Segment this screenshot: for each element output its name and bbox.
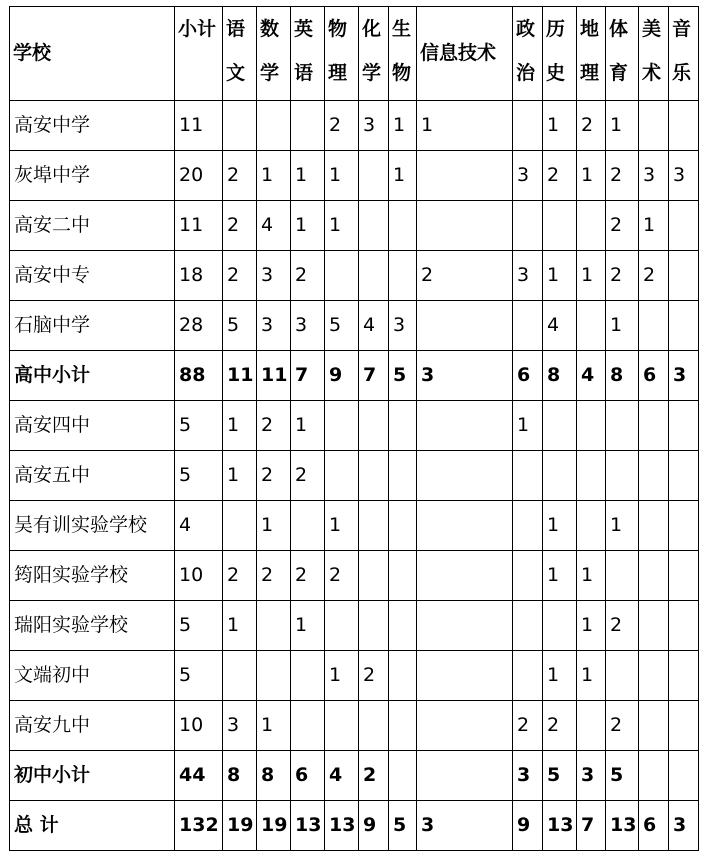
cell-chinese (223, 101, 257, 151)
cell-geography (577, 301, 606, 351)
cell-art (639, 101, 669, 151)
cell-politics (513, 201, 543, 251)
cell-politics: 1 (513, 401, 543, 451)
cell-art (639, 501, 669, 551)
teacher-allocation-table (9, 6, 699, 851)
cell-pe: 2 (606, 601, 639, 651)
cell-physics (325, 401, 359, 451)
cell-physics: 1 (325, 501, 359, 551)
cell-chemistry: 3 (359, 101, 389, 151)
cell-geography: 1 (577, 601, 606, 651)
cell-history: 1 (543, 101, 577, 151)
table-row (10, 451, 699, 501)
cell-english (291, 101, 325, 151)
cell-pe (606, 451, 639, 501)
cell-politics (513, 551, 543, 601)
table-row (10, 301, 699, 351)
cell-biology (389, 601, 417, 651)
cell-math (257, 101, 291, 151)
cell-history: 1 (543, 551, 577, 601)
cell-biology: 1 (389, 151, 417, 201)
cell-pe: 2 (606, 151, 639, 201)
cell-english (291, 651, 325, 701)
cell-physics: 2 (325, 551, 359, 601)
cell-art (639, 701, 669, 751)
cell-art: 1 (639, 201, 669, 251)
cell-politics (513, 651, 543, 701)
cell-chemistry (359, 251, 389, 301)
cell-subtotal: 5 (175, 451, 223, 501)
cell-chemistry (359, 451, 389, 501)
cell-it: 3 (417, 351, 513, 401)
cell-physics (325, 601, 359, 651)
cell-school: 石脑中学 (10, 301, 175, 351)
cell-biology: 1 (389, 101, 417, 151)
cell-it (417, 601, 513, 651)
cell-music (669, 401, 699, 451)
cell-pe: 5 (606, 751, 639, 801)
cell-school: 高安中专 (10, 251, 175, 301)
cell-art (639, 451, 669, 501)
cell-chemistry: 2 (359, 751, 389, 801)
cell-biology (389, 751, 417, 801)
cell-it: 2 (417, 251, 513, 301)
cell-school: 初中小计 (10, 751, 175, 801)
header-subtotal: 小计 (175, 7, 223, 101)
cell-biology (389, 201, 417, 251)
cell-geography: 3 (577, 751, 606, 801)
cell-chemistry (359, 551, 389, 601)
cell-music (669, 701, 699, 751)
cell-chinese: 2 (223, 201, 257, 251)
cell-it: 1 (417, 101, 513, 151)
cell-math: 2 (257, 551, 291, 601)
cell-pe: 8 (606, 351, 639, 401)
cell-geography: 1 (577, 551, 606, 601)
cell-pe: 2 (606, 701, 639, 751)
cell-math (257, 651, 291, 701)
cell-math: 11 (257, 351, 291, 401)
cell-physics: 4 (325, 751, 359, 801)
cell-school: 高中小计 (10, 351, 175, 401)
cell-physics (325, 251, 359, 301)
cell-english (291, 501, 325, 551)
cell-english: 2 (291, 551, 325, 601)
cell-biology: 5 (389, 351, 417, 401)
cell-physics: 2 (325, 101, 359, 151)
cell-english: 3 (291, 301, 325, 351)
header-row (10, 7, 699, 101)
cell-history: 1 (543, 651, 577, 701)
cell-chemistry: 2 (359, 651, 389, 701)
cell-it: 3 (417, 801, 513, 851)
cell-biology (389, 401, 417, 451)
cell-politics (513, 451, 543, 501)
cell-english: 2 (291, 451, 325, 501)
cell-art (639, 651, 669, 701)
cell-english (291, 701, 325, 751)
cell-history (543, 601, 577, 651)
table-row (10, 201, 699, 251)
cell-chinese: 8 (223, 751, 257, 801)
header-it: 信息技术 (417, 7, 513, 101)
header-chemistry: 化学 (359, 7, 389, 101)
cell-english: 13 (291, 801, 325, 851)
cell-physics: 1 (325, 651, 359, 701)
cell-school: 高安九中 (10, 701, 175, 751)
cell-music (669, 501, 699, 551)
cell-geography: 2 (577, 101, 606, 151)
cell-art (639, 751, 669, 801)
cell-music (669, 301, 699, 351)
cell-school: 高安中学 (10, 101, 175, 151)
cell-history: 1 (543, 251, 577, 301)
cell-chemistry (359, 201, 389, 251)
cell-biology (389, 701, 417, 751)
header-music: 音乐 (669, 7, 699, 101)
cell-politics (513, 601, 543, 651)
cell-it (417, 551, 513, 601)
cell-chinese (223, 501, 257, 551)
table-row (10, 601, 699, 651)
cell-politics: 3 (513, 151, 543, 201)
cell-subtotal: 28 (175, 301, 223, 351)
cell-art (639, 601, 669, 651)
cell-subtotal: 18 (175, 251, 223, 301)
cell-politics: 9 (513, 801, 543, 851)
cell-geography: 1 (577, 151, 606, 201)
cell-physics (325, 701, 359, 751)
cell-math: 1 (257, 151, 291, 201)
cell-history (543, 401, 577, 451)
cell-it (417, 651, 513, 701)
cell-music (669, 601, 699, 651)
table-row (10, 351, 699, 401)
cell-pe: 1 (606, 101, 639, 151)
cell-school: 总 计 (10, 801, 175, 851)
cell-biology (389, 251, 417, 301)
cell-chemistry: 9 (359, 801, 389, 851)
cell-history: 4 (543, 301, 577, 351)
cell-chinese: 2 (223, 251, 257, 301)
header-art: 美术 (639, 7, 669, 101)
cell-math: 1 (257, 501, 291, 551)
cell-subtotal: 10 (175, 551, 223, 601)
cell-geography (577, 451, 606, 501)
cell-subtotal: 10 (175, 701, 223, 751)
cell-history: 2 (543, 701, 577, 751)
cell-physics: 5 (325, 301, 359, 351)
header-english: 英语 (291, 7, 325, 101)
cell-geography (577, 201, 606, 251)
cell-art: 3 (639, 151, 669, 201)
cell-physics: 1 (325, 201, 359, 251)
cell-music: 3 (669, 351, 699, 401)
table-body (10, 101, 699, 851)
cell-chinese: 1 (223, 401, 257, 451)
cell-art: 6 (639, 801, 669, 851)
cell-physics (325, 451, 359, 501)
cell-math: 4 (257, 201, 291, 251)
cell-chemistry (359, 601, 389, 651)
header-geography: 地理 (577, 7, 606, 101)
cell-biology (389, 651, 417, 701)
cell-physics: 9 (325, 351, 359, 401)
cell-it (417, 401, 513, 451)
header-biology: 生物 (389, 7, 417, 101)
cell-chemistry (359, 401, 389, 451)
cell-subtotal: 44 (175, 751, 223, 801)
cell-music (669, 201, 699, 251)
cell-geography: 1 (577, 651, 606, 701)
header-chinese: 语文 (223, 7, 257, 101)
cell-it (417, 151, 513, 201)
header-history: 历史 (543, 7, 577, 101)
cell-english: 2 (291, 251, 325, 301)
table-row (10, 101, 699, 151)
table-row (10, 151, 699, 201)
cell-geography: 4 (577, 351, 606, 401)
cell-it (417, 501, 513, 551)
cell-it (417, 301, 513, 351)
table-row (10, 751, 699, 801)
cell-biology (389, 451, 417, 501)
header-math: 数学 (257, 7, 291, 101)
cell-chinese: 19 (223, 801, 257, 851)
table-row (10, 651, 699, 701)
cell-politics: 6 (513, 351, 543, 401)
cell-chinese: 1 (223, 451, 257, 501)
cell-english: 1 (291, 151, 325, 201)
cell-school: 灰埠中学 (10, 151, 175, 201)
cell-it (417, 701, 513, 751)
cell-math: 19 (257, 801, 291, 851)
cell-history (543, 201, 577, 251)
table-row (10, 501, 699, 551)
cell-school: 筠阳实验学校 (10, 551, 175, 601)
cell-chinese: 11 (223, 351, 257, 401)
cell-biology: 5 (389, 801, 417, 851)
cell-politics: 3 (513, 251, 543, 301)
cell-school: 高安二中 (10, 201, 175, 251)
cell-subtotal: 132 (175, 801, 223, 851)
cell-music (669, 751, 699, 801)
cell-chinese: 5 (223, 301, 257, 351)
cell-it (417, 201, 513, 251)
cell-history: 2 (543, 151, 577, 201)
cell-subtotal: 5 (175, 401, 223, 451)
cell-music: 3 (669, 151, 699, 201)
cell-english: 1 (291, 601, 325, 651)
cell-school: 高安五中 (10, 451, 175, 501)
cell-history: 1 (543, 501, 577, 551)
cell-pe: 13 (606, 801, 639, 851)
cell-biology (389, 501, 417, 551)
cell-history: 5 (543, 751, 577, 801)
cell-music (669, 251, 699, 301)
cell-history: 8 (543, 351, 577, 401)
cell-math: 2 (257, 401, 291, 451)
cell-chemistry: 4 (359, 301, 389, 351)
cell-politics (513, 501, 543, 551)
table-row (10, 701, 699, 751)
cell-art (639, 301, 669, 351)
header-pe: 体育 (606, 7, 639, 101)
cell-chinese: 1 (223, 601, 257, 651)
cell-math: 8 (257, 751, 291, 801)
cell-music (669, 551, 699, 601)
cell-chinese: 2 (223, 551, 257, 601)
cell-subtotal: 5 (175, 651, 223, 701)
table-row (10, 401, 699, 451)
cell-politics: 2 (513, 701, 543, 751)
cell-chemistry (359, 501, 389, 551)
cell-music (669, 451, 699, 501)
cell-it (417, 451, 513, 501)
cell-subtotal: 11 (175, 101, 223, 151)
cell-english: 7 (291, 351, 325, 401)
cell-subtotal: 5 (175, 601, 223, 651)
cell-math (257, 601, 291, 651)
cell-history: 13 (543, 801, 577, 851)
cell-pe: 1 (606, 501, 639, 551)
cell-english: 6 (291, 751, 325, 801)
table-row (10, 251, 699, 301)
cell-politics (513, 301, 543, 351)
cell-history (543, 451, 577, 501)
cell-subtotal: 4 (175, 501, 223, 551)
cell-pe (606, 551, 639, 601)
cell-geography (577, 701, 606, 751)
cell-physics: 1 (325, 151, 359, 201)
cell-art (639, 551, 669, 601)
cell-subtotal: 11 (175, 201, 223, 251)
cell-art: 2 (639, 251, 669, 301)
cell-politics: 3 (513, 751, 543, 801)
header-physics: 物理 (325, 7, 359, 101)
cell-politics (513, 101, 543, 151)
cell-music: 3 (669, 801, 699, 851)
cell-chemistry (359, 151, 389, 201)
cell-pe: 1 (606, 301, 639, 351)
cell-subtotal: 20 (175, 151, 223, 201)
cell-geography: 1 (577, 251, 606, 301)
cell-subtotal: 88 (175, 351, 223, 401)
cell-chemistry (359, 701, 389, 751)
cell-pe: 2 (606, 251, 639, 301)
cell-it (417, 751, 513, 801)
cell-music (669, 101, 699, 151)
table-row (10, 801, 699, 851)
cell-biology (389, 551, 417, 601)
cell-geography: 7 (577, 801, 606, 851)
cell-school: 瑞阳实验学校 (10, 601, 175, 651)
header-politics: 政治 (513, 7, 543, 101)
cell-school: 吴有训实验学校 (10, 501, 175, 551)
cell-math: 3 (257, 301, 291, 351)
cell-school: 高安四中 (10, 401, 175, 451)
cell-chinese: 3 (223, 701, 257, 751)
cell-art: 6 (639, 351, 669, 401)
cell-english: 1 (291, 201, 325, 251)
table-row (10, 551, 699, 601)
cell-math: 2 (257, 451, 291, 501)
cell-pe: 2 (606, 201, 639, 251)
cell-pe (606, 651, 639, 701)
cell-chinese (223, 651, 257, 701)
cell-school: 文端初中 (10, 651, 175, 701)
cell-pe (606, 401, 639, 451)
cell-math: 1 (257, 701, 291, 751)
cell-geography (577, 401, 606, 451)
cell-biology: 3 (389, 301, 417, 351)
cell-english: 1 (291, 401, 325, 451)
cell-art (639, 401, 669, 451)
cell-physics: 13 (325, 801, 359, 851)
header-school: 学校 (10, 7, 175, 101)
cell-math: 3 (257, 251, 291, 301)
cell-geography (577, 501, 606, 551)
cell-chinese: 2 (223, 151, 257, 201)
cell-music (669, 651, 699, 701)
cell-chemistry: 7 (359, 351, 389, 401)
